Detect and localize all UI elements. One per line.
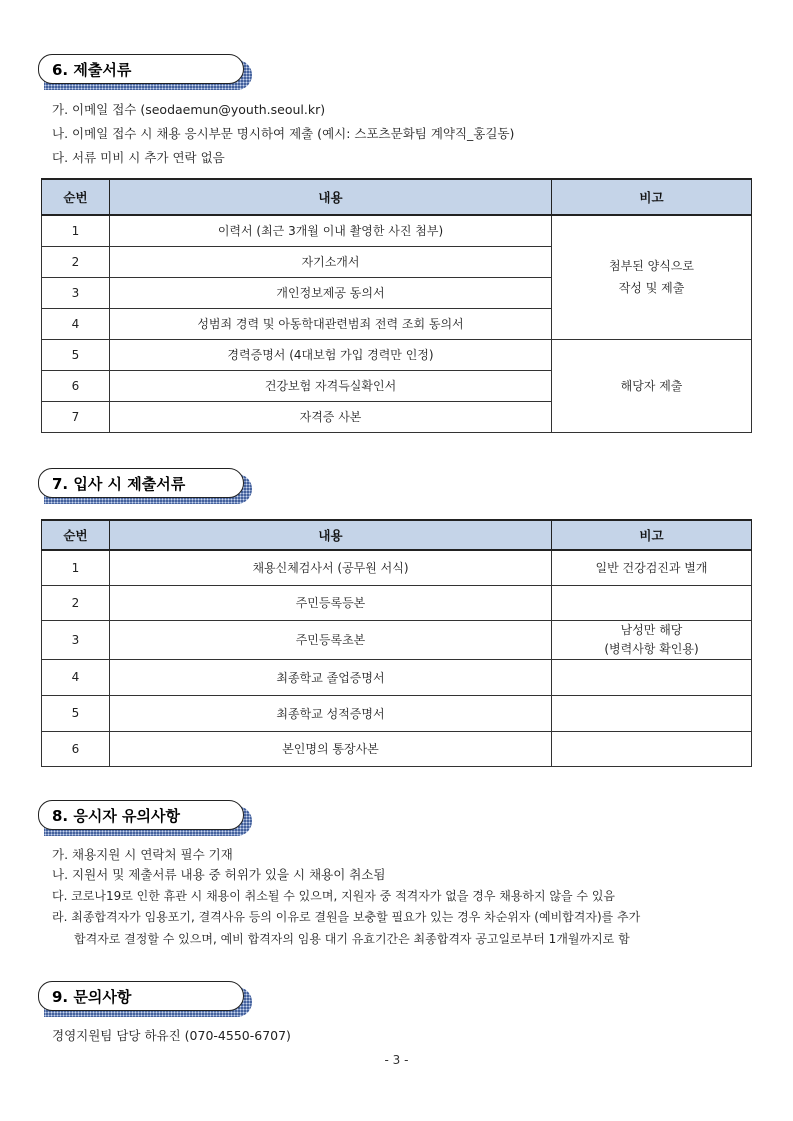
row-no: 2	[42, 246, 110, 277]
table-header-row	[42, 179, 752, 215]
table-row	[42, 731, 752, 766]
row-no: 1	[42, 550, 110, 585]
row-content: 최종학교 성적증명서	[110, 695, 552, 731]
note-line: 남성만 해당	[620, 622, 683, 637]
table-row	[42, 585, 752, 620]
row-content: 주민등록초본	[110, 620, 552, 659]
note-line: 작성 및 제출	[618, 281, 685, 296]
table-row	[42, 695, 752, 731]
section-8-line-4: 라. 최종합격자가 임용포기, 결격사유 등의 이유로 결원을 보충할 필요가 있는 경우 차순위자 (예비합격자)를 추가	[52, 910, 641, 924]
row-note	[552, 620, 752, 659]
page-number: - 3 -	[384, 1053, 409, 1067]
table-row	[42, 550, 752, 585]
row-content: 본인명의 통장사본	[110, 731, 552, 766]
section-8-line-5: 합격자로 결정할 수 있으며, 예비 합격자의 임용 대기 유효기간은 최종합격자 공고일로부터 1개월까지로 함	[74, 932, 630, 946]
section-6-line-3: 다. 서류 미비 시 추가 연락 없음	[52, 150, 225, 165]
row-no: 3	[42, 620, 110, 659]
row-note	[552, 695, 752, 731]
row-content: 자격증 사본	[110, 401, 552, 432]
table-row	[42, 659, 752, 695]
header-content: 내용	[110, 179, 552, 215]
header-note: 비고	[552, 520, 752, 550]
row-no: 5	[42, 339, 110, 370]
row-content: 건강보험 자격득실확인서	[110, 370, 552, 401]
section-8-line-1: 가. 채용지원 시 연락처 필수 기재	[52, 847, 233, 862]
note-line: 첨부된 양식으로	[609, 259, 694, 274]
section-6-line-1: 가. 이메일 접수 (seodaemun@youth.seoul.kr)	[52, 102, 326, 117]
row-no: 5	[42, 695, 110, 731]
section-8-line-2: 나. 지원서 및 제출서류 내용 중 허위가 있을 시 채용이 취소됨	[52, 867, 386, 882]
table-row	[42, 339, 752, 370]
row-note	[552, 659, 752, 695]
section-8-title: 8. 응시자 유의사항	[38, 800, 244, 830]
row-no: 4	[42, 659, 110, 695]
row-no: 6	[42, 731, 110, 766]
header-note: 비고	[552, 179, 752, 215]
row-no: 2	[42, 585, 110, 620]
header-no: 순번	[42, 520, 110, 550]
row-content: 주민등록등본	[110, 585, 552, 620]
section-7-heading	[38, 468, 254, 508]
row-content: 개인정보제공 동의서	[110, 277, 552, 308]
row-content: 자기소개서	[110, 246, 552, 277]
table-row	[42, 215, 752, 246]
section-6-line-2: 나. 이메일 접수 시 채용 응시부문 명시하여 제출 (예시: 스포츠문화팀 계약직_홍길동)	[52, 126, 515, 141]
row-content: 채용신체검사서 (공무원 서식)	[110, 550, 552, 585]
row-content: 경력증명서 (4대보험 가입 경력만 인정)	[110, 339, 552, 370]
section-8-line-3: 다. 코로나19로 인한 휴관 시 채용이 취소될 수 있으며, 지원자 중 적격자가 없을 경우 채용하지 않을 수 있음	[52, 889, 616, 903]
section-6-title: 6. 제출서류	[38, 54, 244, 84]
section-7-table	[41, 519, 752, 767]
row-no: 4	[42, 308, 110, 339]
section-9-heading	[38, 981, 254, 1021]
section-8-heading	[38, 800, 254, 840]
row-note-group-2: 해당자 제출	[552, 339, 752, 432]
section-6-table	[41, 178, 752, 433]
row-no: 1	[42, 215, 110, 246]
row-content: 최종학교 졸업증명서	[110, 659, 552, 695]
row-note	[552, 731, 752, 766]
section-6-heading	[38, 54, 254, 94]
row-content: 성범죄 경력 및 아동학대관련범죄 전력 조회 동의서	[110, 308, 552, 339]
table-row	[42, 620, 752, 659]
row-note-group-1	[552, 215, 752, 339]
table-header-row	[42, 520, 752, 550]
header-no: 순번	[42, 179, 110, 215]
row-no: 7	[42, 401, 110, 432]
row-no: 3	[42, 277, 110, 308]
row-note	[552, 585, 752, 620]
section-7-title: 7. 입사 시 제출서류	[38, 468, 244, 498]
row-no: 6	[42, 370, 110, 401]
note-line: (병력사항 확인용)	[604, 641, 699, 656]
header-content: 내용	[110, 520, 552, 550]
row-content: 이력서 (최근 3개월 이내 촬영한 사진 첨부)	[110, 215, 552, 246]
section-9-title: 9. 문의사항	[38, 981, 244, 1011]
row-note: 일반 건강검진과 별개	[552, 550, 752, 585]
contact-info: 경영지원팀 담당 하유진 (070-4550-6707)	[52, 1028, 291, 1043]
